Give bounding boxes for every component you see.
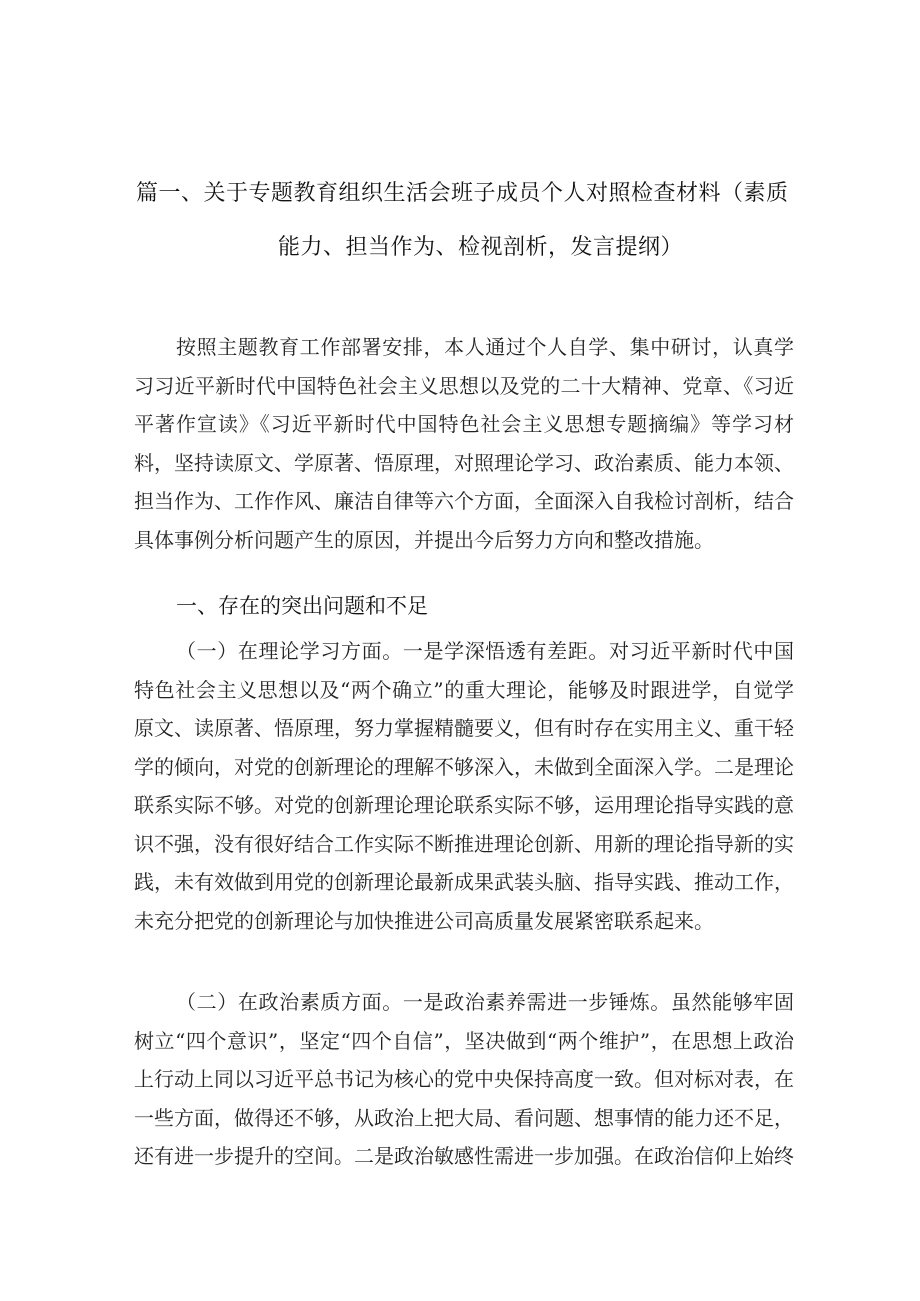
intro-paragraph: 按照主题教育工作部署安排，本人通过个人自学、集中研讨，认真学习习近平新时代中国特色社会主义思想以及党的二十大精神、党章、《习近平著作宣读》《习近平新时代中国特色社会主义思想专题摘编》等学习材料，坚持读原文、学原著、悟原理，对照理论学习、政治素质、能力本领、担当作为、工作作风、廉洁自律等六个方面，全面深入自我检讨剖析，结合具体事例分析问题产生的原因，并提出今后努力方向和整改措施。 bbox=[134, 335, 794, 552]
political-quality-paragraph-block bbox=[134, 983, 794, 1176]
section-heading: 一、存在的突出问题和不足 bbox=[176, 594, 428, 618]
document-title-line-2: 能力、担当作为、检视剖析，发言提纲） bbox=[278, 235, 684, 260]
document-title-line-1: 篇一、关于专题教育组织生活会班子成员个人对照检查材料（素质 bbox=[136, 181, 789, 206]
theory-study-paragraph: （一）在理论学习方面。一是学深悟透有差距。对习近平新时代中国特色社会主义思想以及“两个确立”的重大理论，能够及时跟进学，自觉学原文、读原著、悟原理，努力掌握精髓要义，但有时存在实用主义、重干轻学的倾向，对党的创新理论的理解不够深入，未做到全面深入学。二是理论联系实际不够。对党的创新理论理论联系实际不够，运用理论指导实践的意识不强，没有很好结合工作实际不断推进理论创新、用新的理论指导新的实践，未有效做到用党的创新理论最新成果武装头脑、指导实践、推动工作，未充分把党的创新理论与加快推进公司高质量发展紧密联系起来。 bbox=[134, 639, 794, 933]
theory-study-paragraph-block bbox=[134, 632, 794, 940]
political-quality-paragraph: （二）在政治素质方面。一是政治素养需进一步锤炼。虽然能够牢固树立“四个意识”，坚定“四个自信”，坚决做到“两个维护”，在思想上政治上行动上同以习近平总书记为核心的党中央保持高度一致。但对标对表，在一些方面，做得还不够，从政治上把大局、看问题、想事情的能力还不足，还有进一步提升的空间。二是政治敏感性需进一步加强。在政治信仰上始终 bbox=[134, 990, 794, 1168]
intro-paragraph-block bbox=[134, 328, 794, 559]
